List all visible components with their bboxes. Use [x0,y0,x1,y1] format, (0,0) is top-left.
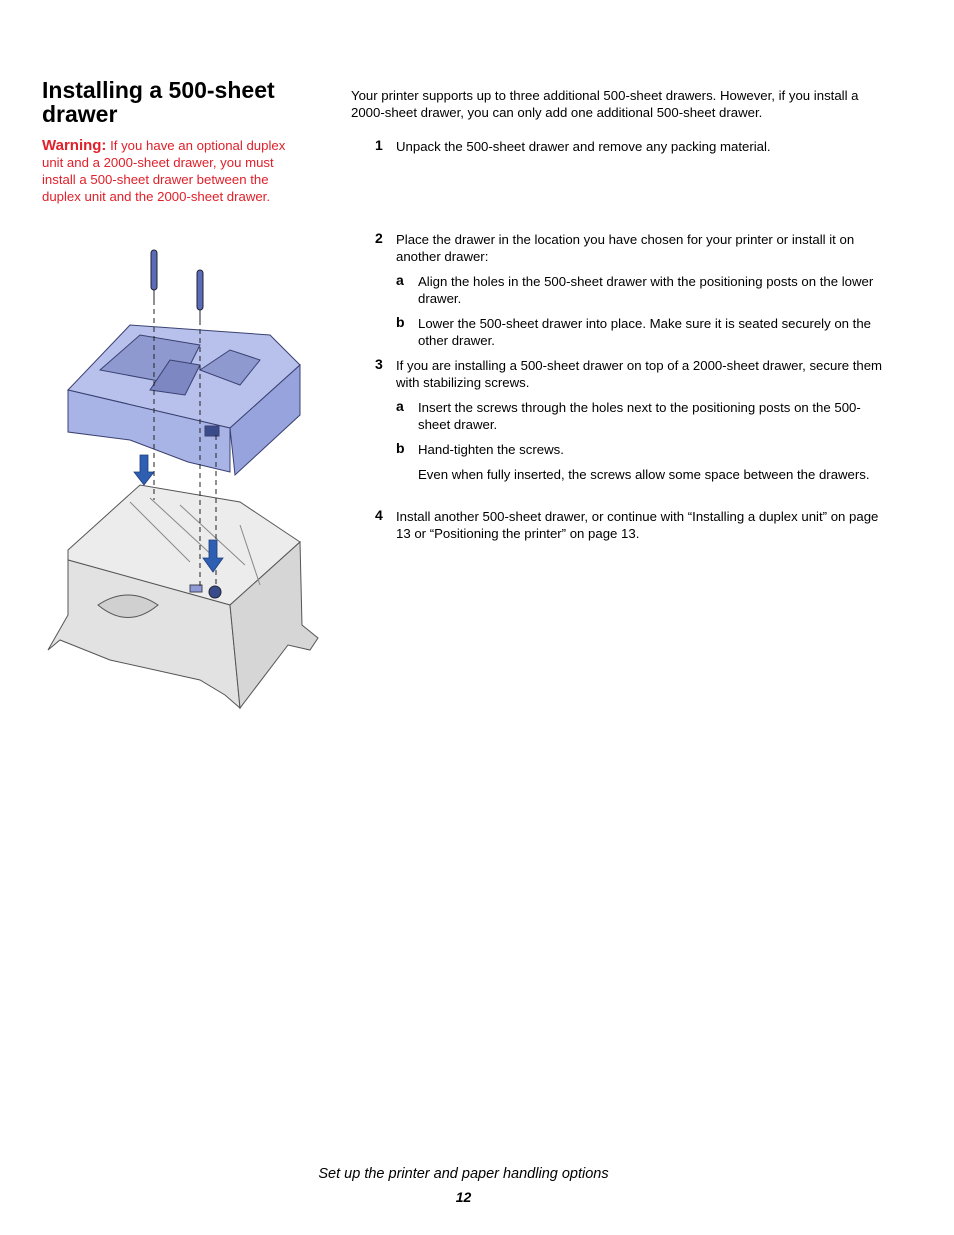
step-text: Place the drawer in the location you have chosen for your printer or install it on another drawer: [396,232,855,264]
footer-section-title: Set up the printer and paper handling options [318,1166,609,1182]
step-2b [396,315,886,349]
drawer-installation-illustration [40,240,330,720]
warning-label: Warning: [42,137,107,154]
step-text: If you are installing a 500-sheet drawer on top of a 2000-sheet drawer, secure them with stabilizing screws. [396,358,883,390]
step-4 [375,508,895,542]
step-number: 1 [375,137,383,153]
page-number: 12 [455,1189,472,1205]
step-3b [396,441,886,458]
substep-text: Hand-tighten the screws. [418,442,564,457]
step-text: Unpack the 500-sheet drawer and remove any packing material. [396,139,771,154]
substep-text: Insert the screws through the holes next to the positioning posts on the 500-sheet drawer. [418,400,861,432]
intro-paragraph: Your printer supports up to three additional 500-sheet drawers. However, if you install a 2000-sheet drawer, you can only add one additional 500-sheet drawer. [351,88,859,120]
step-number: 2 [375,230,383,246]
step-number: 3 [375,356,383,372]
warning-note [42,137,300,205]
stabilizing-screws [151,250,203,320]
step-number: 4 [375,507,383,523]
substep-letter: b [396,440,405,456]
warning-text: If you have an optional duplex unit and a 2000-sheet drawer, you must install a 500-sheet drawer between the duplex unit and the 2000-sheet drawer. [42,138,286,204]
substep-letter: a [396,272,404,288]
drawer-500-sheet [68,325,300,475]
step-3 [375,357,895,391]
base-drawer-2000-sheet [48,485,318,708]
step-1 [375,138,895,155]
step-3-note: Even when fully inserted, the screws allow some space between the drawers. [418,467,870,482]
substep-text: Align the holes in the 500-sheet drawer with the positioning posts on the lower drawer. [418,274,874,306]
substep-text: Lower the 500-sheet drawer into place. Make sure it is seated securely on the other drawer. [418,316,872,348]
substep-letter: b [396,314,405,330]
page-title: Installing a 500-sheet drawer [42,77,275,127]
step-2 [375,231,895,265]
substep-letter: a [396,398,404,414]
step-3a [396,399,886,433]
step-text: Install another 500-sheet drawer, or continue with “Installing a duplex unit” on page 13 or “Positioning the printer” on page 13. [396,509,879,541]
step-2a [396,273,886,307]
